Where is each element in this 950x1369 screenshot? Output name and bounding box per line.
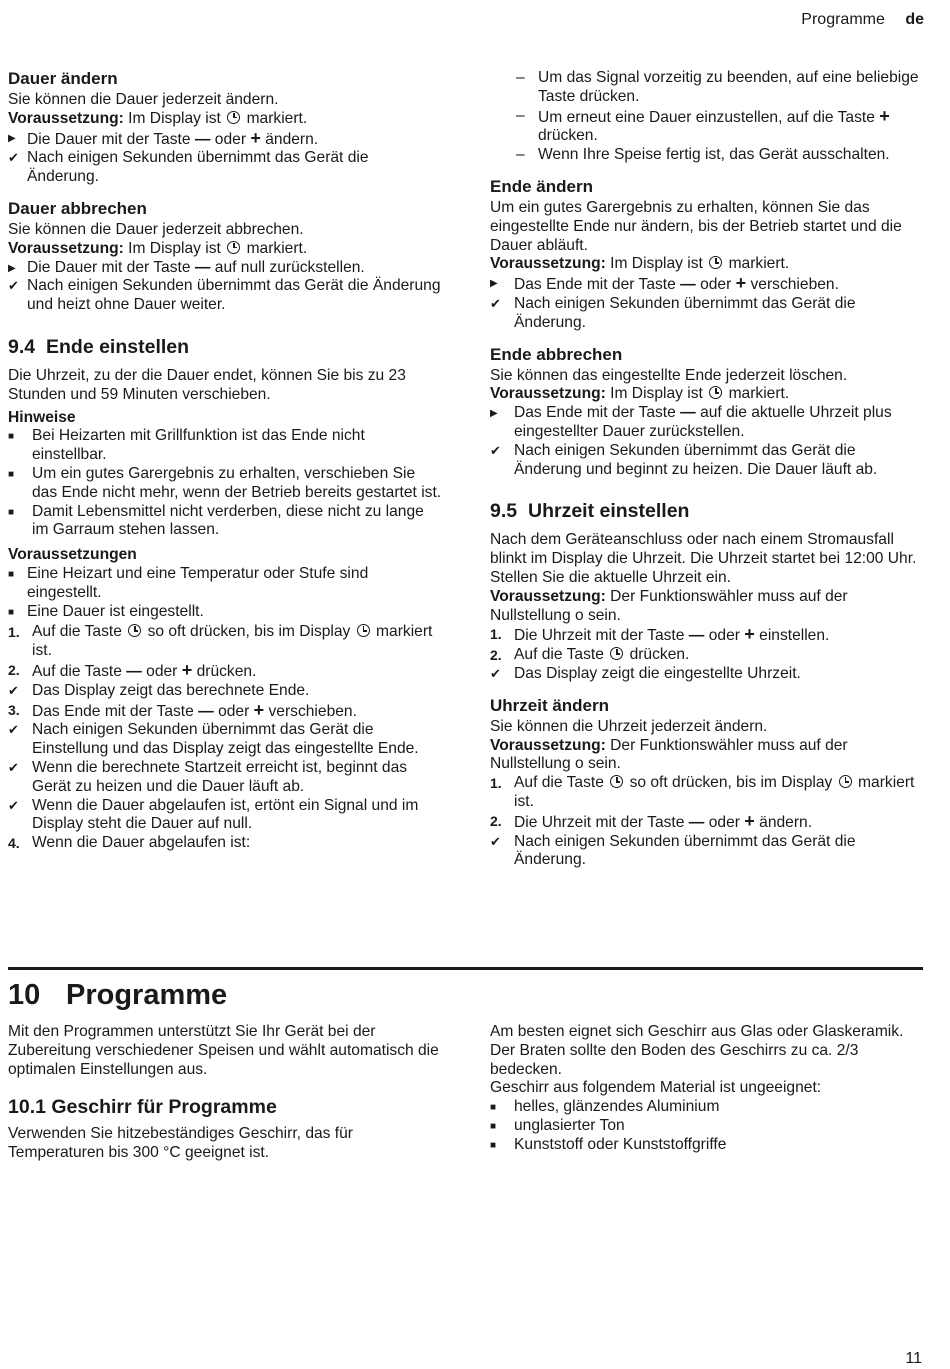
check-icon: ✔ [490, 833, 501, 849]
check-icon: ✔ [8, 150, 19, 166]
check-icon: ✔ [8, 278, 19, 294]
clock-icon [227, 111, 240, 124]
clock-icon [357, 624, 370, 637]
uhrzeit-aendern-heading: Uhrzeit ändern [490, 695, 610, 715]
plus-icon: + [879, 105, 890, 126]
bullet-icon: ■ [490, 1139, 497, 1151]
paragraph: Verwenden Sie hitzebeständiges Geschirr, das für Temperaturen bis 300 °C geeignet ist. [8, 1125, 353, 1162]
list-item: 2. Die Uhrzeit mit der Taste — oder + ändern. [490, 810, 813, 831]
list-item: 2. Auf die Taste — oder + drücken. [8, 659, 257, 680]
list-item: ✔ Das Display zeigt die eingestellte Uhrzeit. [490, 664, 801, 682]
dash-icon: – [516, 69, 525, 86]
clock-icon [128, 624, 141, 637]
programme-left-column [8, 1023, 442, 1163]
clock-icon [610, 775, 623, 788]
header-section: Programme [801, 11, 885, 28]
paragraph: Um ein gutes Garergebnis zu erhalten, können Sie das eingestellte Ende nur ändern, bis der Betrieb startet und die Dauer abläuft. [490, 198, 902, 254]
list-item: 3. Das Ende mit der Taste — oder + verschieben. [8, 699, 357, 720]
triangle-icon: ▶ [8, 262, 16, 274]
minus-icon: — [194, 130, 211, 148]
list-item: – Um erneut eine Dauer einzustellen, auf die Taste + drücken. [516, 105, 890, 145]
triangle-icon: ▶ [490, 408, 498, 420]
bullet-icon: ■ [8, 606, 15, 618]
list-item: ✔ Nach einigen Sekunden übernimmt das Gerät die Änderung und beginnt zu heizen. Die Dauer läuft ab. [490, 441, 878, 478]
dash-list [490, 69, 920, 165]
clock-icon [709, 256, 722, 269]
clock-icon [610, 647, 623, 660]
precondition: Voraussetzung: Im Display ist markiert. [8, 239, 308, 257]
running-header [801, 11, 924, 29]
paragraph: Sie können das eingestellte Ende jederzeit löschen. [490, 366, 848, 384]
voraussetzungen-list [8, 565, 442, 621]
bullet-icon: ■ [8, 506, 15, 518]
list-item: ✔ Wenn die Dauer abgelaufen ist, ertönt ein Signal und im Display steht die Dauer auf null. [8, 796, 419, 833]
section-heading-10-1: 10.1 Geschirr für Programme [8, 1096, 277, 1119]
bullet-icon: ■ [490, 1120, 497, 1132]
triangle-icon: ▶ [8, 132, 16, 144]
paragraph: Nach dem Geräteanschluss oder nach einem Stromausfall blinkt im Display die Uhrzeit. Die Uhrzeit startet bei 12:00 Uhr. Stellen Sie die aktuelle Uhrzeit ein. [490, 531, 917, 586]
paragraph: Sie können die Dauer jederzeit ändern. [8, 91, 279, 108]
steps-list [490, 774, 920, 870]
minus-icon: — [680, 276, 696, 294]
clock-icon [709, 386, 722, 399]
programme-right-column [490, 1023, 920, 1155]
chapter-rule [8, 967, 923, 970]
step-list [490, 274, 920, 332]
check-icon: ✔ [8, 759, 19, 775]
list-item: ■ unglasierter Ton [490, 1117, 920, 1136]
check-icon: ✔ [8, 722, 19, 738]
section-heading-9-4: 9.4 Ende einstellen [8, 335, 190, 358]
minus-icon: — [198, 702, 214, 720]
paragraph: Die Uhrzeit, zu der die Dauer endet, können Sie bis zu 23 Stunden und 59 Minuten verschieben. [8, 366, 406, 403]
list-item: 1. Auf die Taste so oft drücken, bis im Display markiert ist. [490, 774, 915, 810]
check-icon: ✔ [8, 682, 19, 698]
ende-abbrechen-heading: Ende abbrechen [490, 344, 623, 364]
list-item: ■ Eine Dauer ist eingestellt. [8, 603, 442, 622]
clock-icon [227, 241, 240, 254]
triangle-icon: ▶ [490, 278, 498, 290]
precondition: Voraussetzung: Im Display ist markiert. [490, 255, 790, 273]
paragraph: Mit den Programmen unterstützt Sie Ihr Gerät bei der Zubereitung verschiedener Speisen und wählt automatisch die optimalen Einstellungen aus. [8, 1023, 439, 1078]
left-column [8, 69, 442, 853]
minus-icon: — [126, 662, 142, 680]
steps-list [8, 623, 442, 853]
dash-icon: – [516, 106, 525, 124]
plus-icon: + [744, 810, 755, 831]
plus-icon: + [744, 624, 755, 645]
plus-icon: + [735, 273, 747, 294]
list-item: ■ Um ein gutes Garergebnis zu erhalten, verschieben Sie das Ende nicht mehr, wenn der Betrieb bereits gestartet ist. [8, 464, 442, 501]
clock-icon [839, 775, 852, 788]
list-item: ✔ Nach einigen Sekunden übernimmt das Gerät die Änderung. [490, 294, 856, 331]
list-item: 1. Die Uhrzeit mit der Taste — oder + einstellen. [490, 624, 830, 645]
precondition: Voraussetzung: Der Funktionswähler muss auf der Nullstellung o sein. [490, 736, 848, 773]
steps-list [490, 625, 920, 683]
minus-icon: — [688, 813, 705, 831]
ende-aendern-heading: Ende ändern [490, 176, 593, 196]
paragraph: Sie können die Dauer jederzeit abbrechen. [8, 220, 304, 238]
dauer-abbrechen-heading: Dauer abbrechen [8, 198, 147, 218]
list-item: ✔ Wenn die berechnete Startzeit erreicht ist, beginnt das Gerät zu heizen und die Dauer läuft ab. [8, 758, 408, 795]
hinweise-list [8, 427, 442, 540]
list-item: – Um das Signal vorzeitig zu beenden, auf eine beliebige Taste drücken. [516, 69, 919, 105]
list-item: 2. Auf die Taste drücken. [490, 646, 690, 664]
list-item: ■ Bei Heizarten mit Grillfunktion ist das Ende nicht einstellbar. [8, 427, 365, 464]
check-icon: ✔ [490, 295, 501, 311]
voraussetzungen-heading: Voraussetzungen [8, 546, 137, 564]
list-item: ✔ Nach einigen Sekunden übernimmt das Gerät die Einstellung und das Display zeigt das eingestellte Ende. [8, 721, 419, 758]
chapter-heading: 10 Programme [8, 979, 228, 1011]
bullet-icon: ■ [490, 1102, 497, 1114]
page-number: 11 [905, 1350, 922, 1367]
plus-icon: + [250, 127, 261, 148]
list-item: ▶ Die Dauer mit der Taste — oder + ändern. [8, 127, 319, 148]
list-item: ✔ Nach einigen Sekunden übernimmt das Gerät die Änderung und heizt ohne Dauer weiter. [8, 277, 441, 314]
step-list [490, 404, 920, 479]
bullet-icon: ■ [8, 568, 15, 580]
list-item: ■ Kunststoff oder Kunststoffgriffe [490, 1136, 920, 1155]
list-item: – Wenn Ihre Speise fertig ist, das Gerät ausschalten. [516, 146, 890, 164]
section-heading-9-5: 9.5 Uhrzeit einstellen [490, 500, 690, 523]
paragraph: Sie können die Uhrzeit jederzeit ändern. [490, 717, 768, 735]
step-list [8, 129, 442, 187]
precondition: Voraussetzung: Der Funktionswähler muss auf der Nullstellung o sein. [490, 587, 848, 624]
list-item: ▶ Das Ende mit der Taste — auf die aktuelle Uhrzeit plus eingestellter Dauer zurückstellen. [490, 404, 892, 440]
materials-list [490, 1098, 920, 1154]
list-item: ■ Damit Lebensmittel nicht verderben, diese nicht zu lange im Garraum stehen lassen. [8, 502, 424, 539]
minus-icon: — [688, 627, 705, 645]
minus-icon: — [680, 404, 696, 422]
plus-icon: + [181, 659, 193, 680]
paragraph: Geschirr aus folgendem Material ist ungeeignet: [490, 1079, 822, 1097]
right-column [490, 69, 920, 870]
list-item: ▶ Die Dauer mit der Taste — auf null zurückstellen. [8, 259, 442, 278]
check-icon: ✔ [490, 442, 501, 458]
plus-icon: + [253, 699, 265, 720]
bullet-icon: ■ [8, 431, 15, 443]
bullet-icon: ■ [8, 468, 15, 480]
hinweise-heading: Hinweise [8, 408, 76, 426]
paragraph: Am besten eignet sich Geschirr aus Glas oder Glaskeramik. Der Braten sollte den Boden des Geschirrs zu ca. 2/3 bedecken. [490, 1023, 904, 1078]
list-item: ✔ Nach einigen Sekunden übernimmt das Gerät die Änderung. [490, 832, 856, 869]
list-item: 4. Wenn die Dauer abgelaufen ist: [8, 834, 251, 852]
precondition: Voraussetzung: Im Display ist markiert. [8, 109, 308, 127]
list-item: ▶ Das Ende mit der Taste — oder + verschieben. [490, 273, 839, 294]
list-item: 1. Auf die Taste so oft drücken, bis im Display markiert ist. [8, 623, 433, 660]
list-item: ✔ Nach einigen Sekunden übernimmt das Gerät die Änderung. [8, 149, 369, 186]
step-list [8, 259, 442, 315]
list-item: ■ helles, glänzendes Aluminium [490, 1098, 920, 1117]
list-item: ✔ Das Display zeigt das berechnete Ende. [8, 681, 310, 699]
precondition: Voraussetzung: Im Display ist markiert. [490, 385, 790, 403]
header-language: de [905, 11, 924, 28]
check-icon: ✔ [8, 797, 19, 813]
dash-icon: – [516, 146, 525, 164]
list-item: ■ Eine Heizart und eine Temperatur oder Stufe sind eingestellt. [8, 564, 369, 601]
check-icon: ✔ [490, 665, 501, 681]
minus-icon: — [194, 258, 211, 276]
dauer-aendern-heading: Dauer ändern [8, 69, 118, 88]
